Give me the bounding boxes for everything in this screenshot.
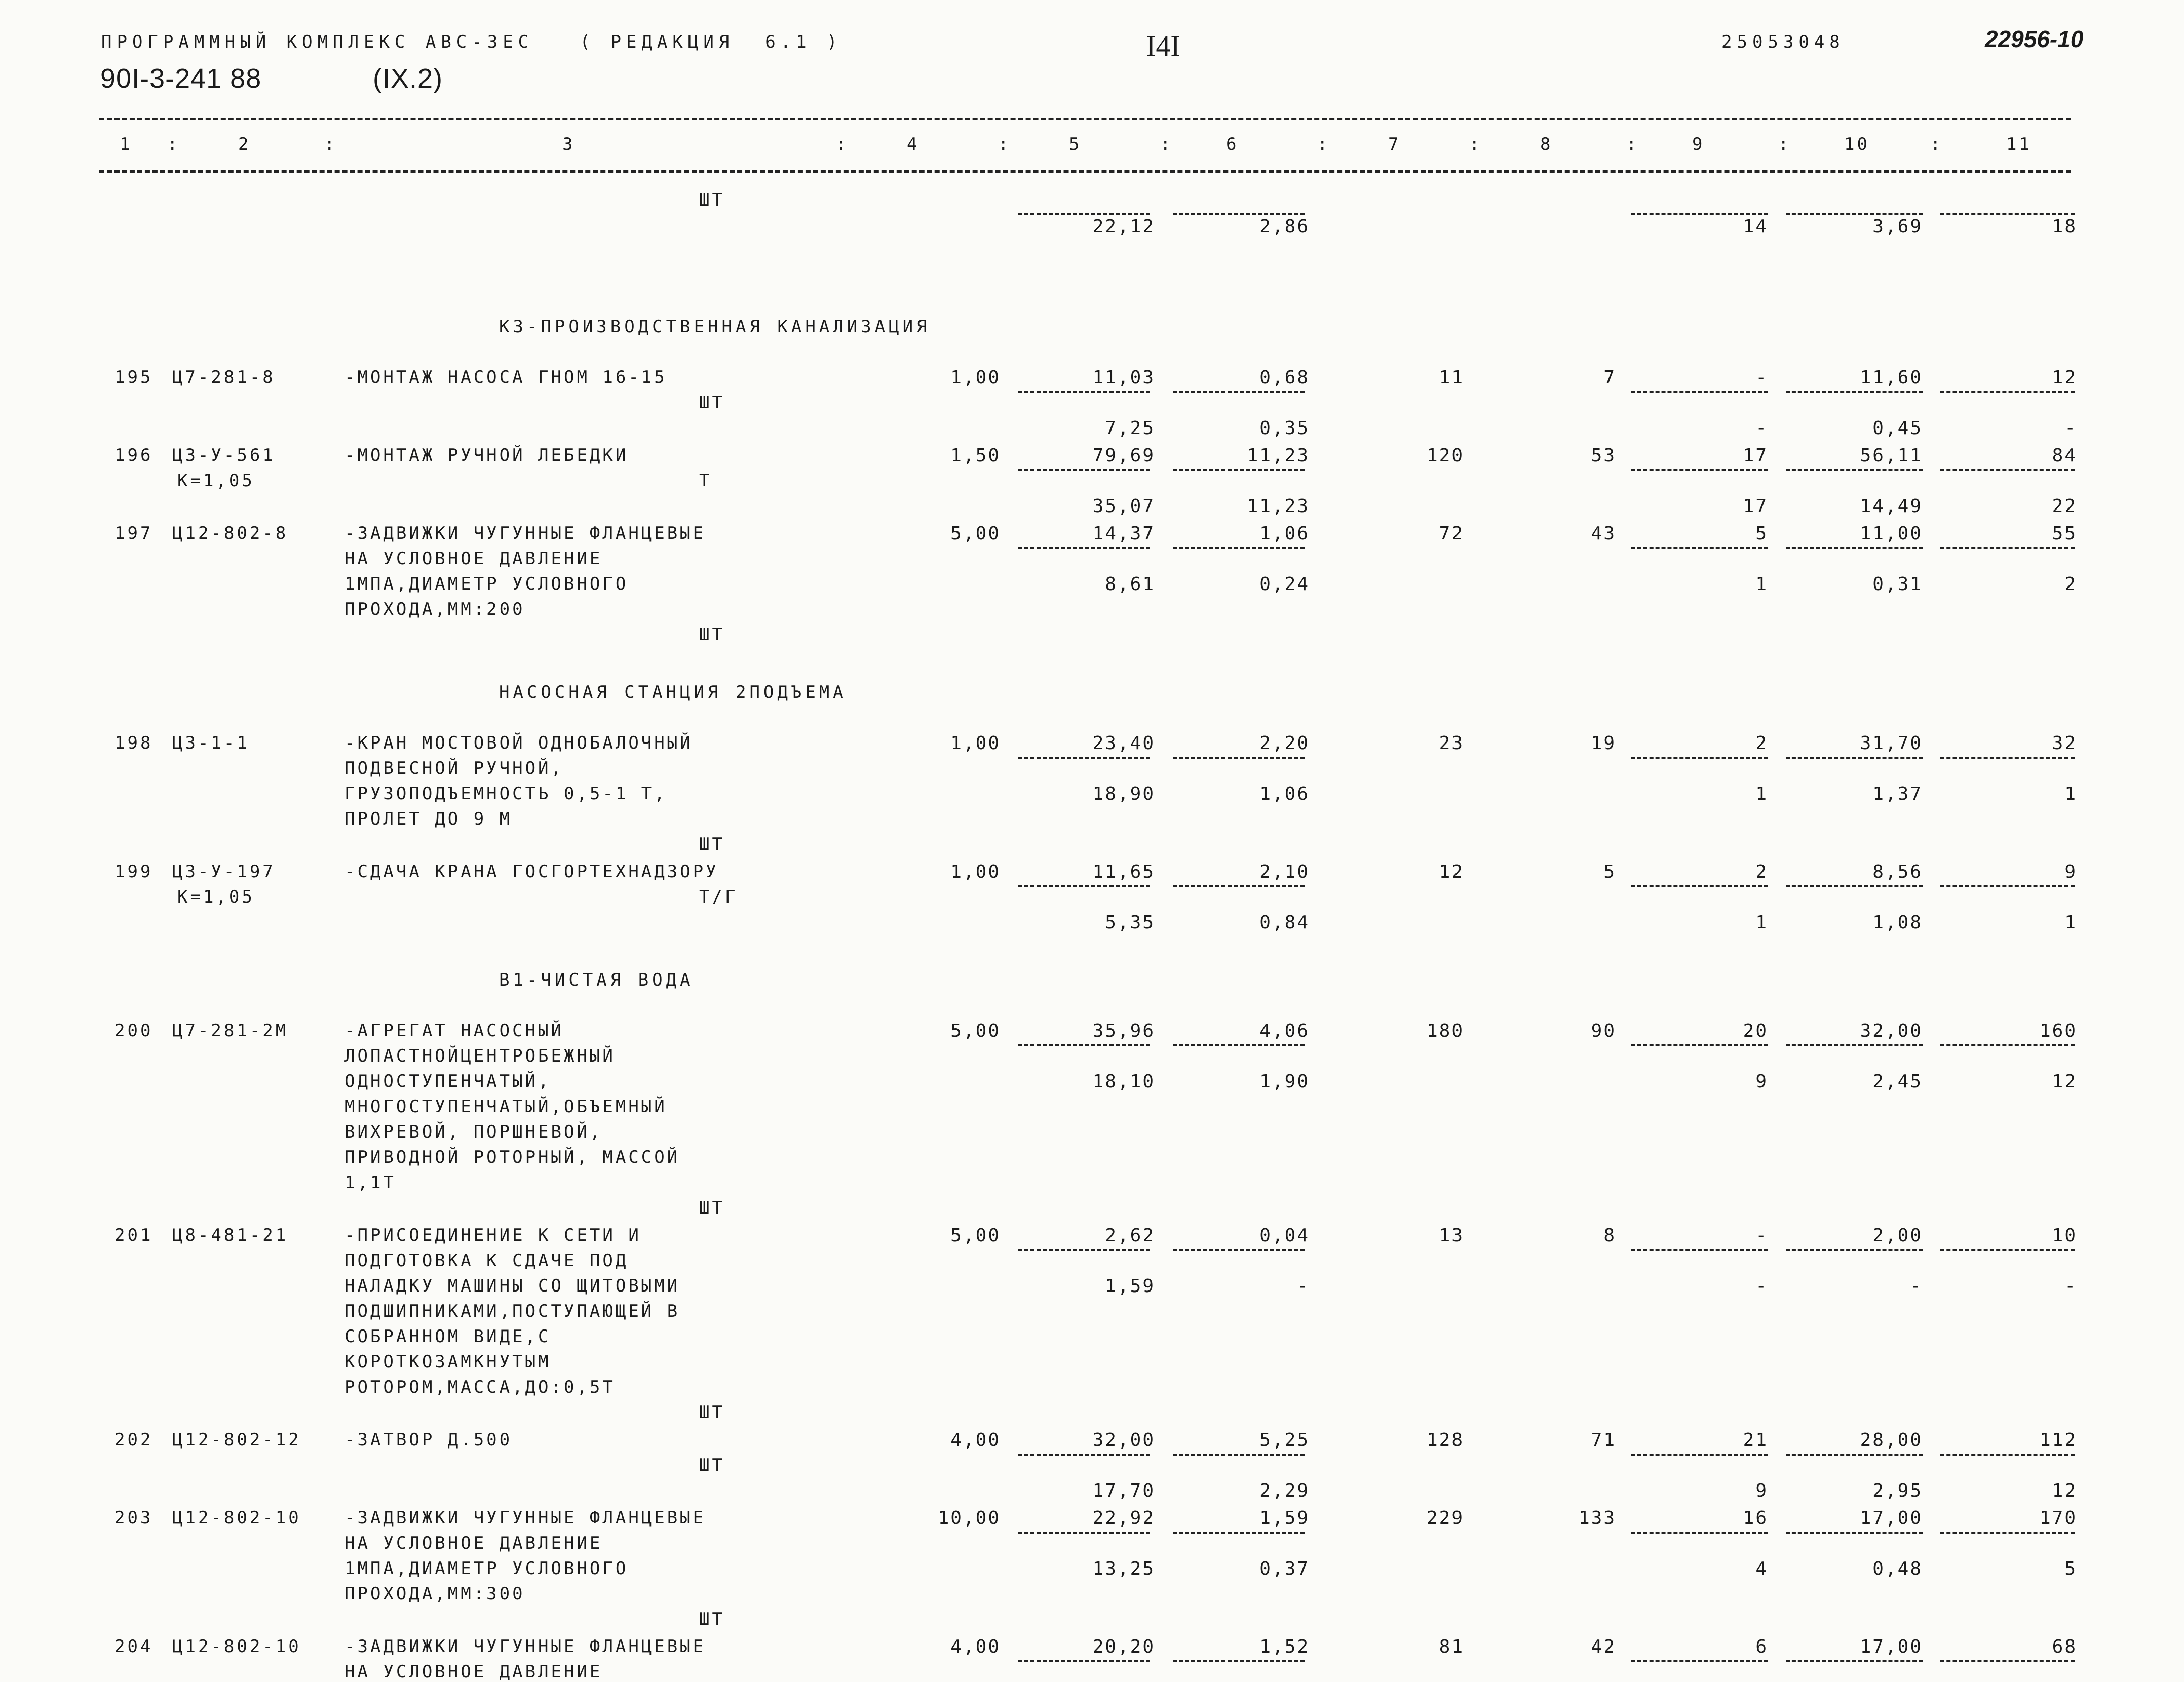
column-header: 1 <box>120 134 133 154</box>
cell-value: 133 <box>1578 1508 1616 1529</box>
cell-value: 2,45 <box>1872 1071 1923 1092</box>
cell-value: 32,00 <box>1860 1021 1923 1041</box>
unit-label: ШТ <box>699 1455 725 1475</box>
subtotal-rule <box>1173 213 1305 215</box>
cell-value: 4,06 <box>1259 1021 1310 1041</box>
cell-value: 18,90 <box>1092 784 1155 804</box>
subtotal-rule <box>1173 757 1305 759</box>
work-description: НА УСЛОВНОЕ ДАВЛЕНИЕ <box>344 1533 603 1553</box>
cell-value: 16 <box>1743 1508 1768 1529</box>
cell-value: 180 <box>1426 1021 1464 1041</box>
work-description: -МОНТАЖ РУЧНОЙ ЛЕБЕДКИ <box>344 445 629 465</box>
work-description: 1МПА,ДИАМЕТР УСЛОВНОГО <box>344 1558 629 1579</box>
cell-value: 18 <box>2052 216 2077 237</box>
subtotal-rule <box>1631 213 1768 215</box>
cell-value: 8 <box>1603 1225 1616 1246</box>
cell-value: 3,69 <box>1872 216 1923 237</box>
cell-value: 90 <box>1591 1021 1616 1041</box>
cell-value: 2,20 <box>1259 733 1310 754</box>
work-description: ПРОХОДА,ММ:200 <box>344 599 525 619</box>
norm-code: Ц12-802-8 <box>172 523 289 543</box>
subtotal-rule <box>1786 1454 1923 1456</box>
column-header: 10 <box>1844 134 1870 154</box>
cell-value: 17 <box>1743 445 1768 466</box>
cell-value: 17,00 <box>1860 1636 1923 1657</box>
cell-value: 81 <box>1439 1636 1464 1657</box>
cell-value: 2 <box>1755 733 1768 754</box>
cell-value: 11,23 <box>1247 496 1310 517</box>
cell-value: - <box>1755 1276 1768 1297</box>
norm-coefficient: К=1,05 <box>177 887 255 907</box>
cell-value: 2,00 <box>1872 1225 1923 1246</box>
cell-value: 12 <box>2052 1071 2077 1092</box>
unit-label: Т <box>699 471 712 491</box>
unit-label: ШТ <box>699 1198 725 1218</box>
cell-value: 13 <box>1439 1225 1464 1246</box>
cell-value: 1,37 <box>1872 784 1923 804</box>
column-separator: : <box>998 134 1011 154</box>
cell-value: 1,06 <box>1259 523 1310 544</box>
work-description: ПРИВОДНОЙ РОТОРНЫЙ, МАССОЙ <box>344 1147 680 1167</box>
page-number: I4I <box>1146 29 1180 62</box>
cell-value: 1 <box>2064 784 2077 804</box>
cell-value: 22,12 <box>1092 216 1155 237</box>
subtotal-rule <box>1786 1044 1923 1046</box>
subtotal-rule <box>1018 757 1150 759</box>
section-heading: НАСОСНАЯ СТАНЦИЯ 2ПОДЪЕМА <box>499 682 847 702</box>
cell-value: 1,06 <box>1259 784 1310 804</box>
work-description: -ЗАДВИЖКИ ЧУГУННЫЕ ФЛАНЦЕВЫЕ <box>344 1636 706 1657</box>
cell-value: 28,00 <box>1860 1430 1923 1451</box>
cell-value: 14,49 <box>1860 496 1923 517</box>
cell-value: 0,37 <box>1259 1558 1310 1579</box>
cell-value: 1,59 <box>1259 1508 1310 1529</box>
subtotal-rule <box>1631 885 1768 887</box>
cell-value: 32 <box>2052 733 2077 754</box>
row-number: 198 <box>114 733 154 753</box>
subtotal-rule <box>1940 1044 2075 1046</box>
cell-value: 18,10 <box>1092 1071 1155 1092</box>
cell-value: 0,24 <box>1259 574 1310 595</box>
section-heading: К3-ПРОИЗВОДСТВЕННАЯ КАНАЛИЗАЦИЯ <box>499 317 931 337</box>
cell-value: 9 <box>1755 1071 1768 1092</box>
cell-value: 11,00 <box>1860 523 1923 544</box>
subtotal-rule <box>1018 1044 1150 1046</box>
subtotal-rule <box>1173 391 1305 393</box>
document-code: 25053048 <box>1721 32 1845 52</box>
subtotal-rule <box>1018 469 1150 471</box>
cell-value: 21 <box>1743 1430 1768 1451</box>
cell-value: 12 <box>2052 367 2077 388</box>
program-title: ПРОГРАММНЫЙ КОМПЛЕКС АВС-3ЕС ( РЕДАКЦИЯ 6.1 ) <box>101 32 842 52</box>
subtotal-rule <box>1786 391 1923 393</box>
cell-value: 11,65 <box>1092 862 1155 882</box>
cell-value: 1 <box>2064 912 2077 933</box>
column-header: 3 <box>562 134 576 154</box>
handwritten-number: 22956-10 <box>1985 26 2084 52</box>
work-description: -ПРИСОЕДИНЕНИЕ К СЕТИ И <box>344 1225 641 1245</box>
cell-value: 1,08 <box>1872 912 1923 933</box>
unit-label: ШТ <box>699 1609 725 1629</box>
subtotal-rule <box>1018 885 1150 887</box>
norm-code: Ц3-1-1 <box>172 733 250 753</box>
cell-value: 4 <box>1755 1558 1768 1579</box>
cell-value: 12 <box>1439 862 1464 882</box>
cell-value: 20,20 <box>1092 1636 1155 1657</box>
cell-value: 5,35 <box>1105 912 1155 933</box>
column-separator: : <box>1930 134 1943 154</box>
cell-value: 23,40 <box>1092 733 1155 754</box>
cell-value: 35,07 <box>1092 496 1155 517</box>
subtotal-rule <box>1940 391 2075 393</box>
work-description: ПОДШИПНИКАМИ,ПОСТУПАЮЩЕЙ В <box>344 1301 680 1321</box>
subtotal-rule <box>1940 757 2075 759</box>
cell-value: 9 <box>2064 862 2077 882</box>
cell-value: 1,90 <box>1259 1071 1310 1092</box>
column-separator: : <box>1626 134 1639 154</box>
work-description: КОРОТКОЗАМКНУТЫМ <box>344 1352 551 1372</box>
cell-value: 1 <box>1755 912 1768 933</box>
unit-label: ШТ <box>699 190 725 210</box>
subtotal-rule <box>1940 1454 2075 1456</box>
project-code: 90I-3-241 88 <box>100 63 262 94</box>
cell-value: 22,92 <box>1092 1508 1155 1529</box>
cell-value: 53 <box>1591 445 1616 466</box>
row-number: 204 <box>114 1636 154 1657</box>
quantity: 1,00 <box>950 733 1001 754</box>
quantity: 4,00 <box>950 1430 1001 1451</box>
subtotal-rule <box>1173 469 1305 471</box>
cell-value: 0,84 <box>1259 912 1310 933</box>
norm-code: Ц8-481-21 <box>172 1225 289 1245</box>
work-description: РОТОРОМ,МАССА,ДО:0,5Т <box>344 1377 616 1397</box>
column-header: 6 <box>1226 134 1239 154</box>
work-description: 1,1Т <box>344 1172 396 1193</box>
column-header: 8 <box>1540 134 1553 154</box>
subtotal-rule <box>1940 1660 2075 1662</box>
subtotal-rule <box>1786 1249 1923 1251</box>
cell-value: 0,04 <box>1259 1225 1310 1246</box>
quantity: 5,00 <box>950 1021 1001 1041</box>
work-description: -СДАЧА КРАНА ГОСГОРТЕХНАДЗОРУ <box>344 862 719 882</box>
cell-value: 0,48 <box>1872 1558 1923 1579</box>
cell-value: - <box>1755 1225 1768 1246</box>
cell-value: 11 <box>1439 367 1464 388</box>
subtotal-rule <box>1173 885 1305 887</box>
section-code: (IX.2) <box>373 63 443 94</box>
work-description: -АГРЕГАТ НАСОСНЫЙ <box>344 1021 564 1041</box>
work-description: -КРАН МОСТОВОЙ ОДНОБАЛОЧНЫЙ <box>344 733 693 753</box>
cell-value: 84 <box>2052 445 2077 466</box>
cell-value: 32,00 <box>1092 1430 1155 1451</box>
subtotal-rule <box>1173 1532 1305 1534</box>
cell-value: 2 <box>1755 862 1768 882</box>
subtotal-rule <box>1786 757 1923 759</box>
column-header: 2 <box>238 134 251 154</box>
unit-label: Т/Г <box>699 887 738 907</box>
column-separator: : <box>1469 134 1482 154</box>
quantity: 5,00 <box>950 523 1001 544</box>
cell-value: 55 <box>2052 523 2077 544</box>
quantity: 5,00 <box>950 1225 1001 1246</box>
row-number: 199 <box>114 862 154 882</box>
subtotal-rule <box>1173 1249 1305 1251</box>
work-description: НАЛАДКУ МАШИНЫ СО ЩИТОВЫМИ <box>344 1276 680 1296</box>
norm-code: Ц3-У-197 <box>172 862 276 882</box>
subtotal-rule <box>1786 213 1923 215</box>
cell-value: 6 <box>1755 1636 1768 1657</box>
work-description: СОБРАННОМ ВИДЕ,С <box>344 1326 551 1347</box>
cell-value: - <box>2064 1276 2077 1297</box>
cell-value: 20 <box>1743 1021 1768 1041</box>
column-header: 11 <box>2006 134 2032 154</box>
row-number: 200 <box>114 1021 154 1041</box>
quantity: 4,00 <box>950 1636 1001 1657</box>
cell-value: 17 <box>1743 496 1768 517</box>
work-description: ГРУЗОПОДЪЕМНОСТЬ 0,5-1 Т, <box>344 784 667 804</box>
unit-label: ШТ <box>699 393 725 413</box>
cell-value: 8,61 <box>1105 574 1155 595</box>
cell-value: 79,69 <box>1092 445 1155 466</box>
column-header: 9 <box>1692 134 1705 154</box>
subtotal-rule <box>1018 1660 1150 1662</box>
column-separator: : <box>324 134 337 154</box>
subtotal-rule <box>1940 469 2075 471</box>
cell-value: 11,60 <box>1860 367 1923 388</box>
cell-value: 2 <box>2064 574 2077 595</box>
subtotal-rule <box>1631 757 1768 759</box>
cell-value: - <box>1755 418 1768 439</box>
row-number: 195 <box>114 367 154 387</box>
unit-label: ШТ <box>699 834 725 854</box>
cell-value: 0,35 <box>1259 418 1310 439</box>
header-rule-top <box>99 118 2071 120</box>
subtotal-rule <box>1631 1454 1768 1456</box>
cell-value: 5 <box>1755 523 1768 544</box>
subtotal-rule <box>1631 469 1768 471</box>
cell-value: 5 <box>2064 1558 2077 1579</box>
row-number: 196 <box>114 445 154 465</box>
cell-value: 7 <box>1603 367 1616 388</box>
work-description: МНОГОСТУПЕНЧАТЫЙ,ОБЪЕМНЫЙ <box>344 1097 667 1117</box>
cell-value: 8,56 <box>1872 862 1923 882</box>
cell-value: 1 <box>1755 784 1768 804</box>
work-description: ПОДВЕСНОЙ РУЧНОЙ, <box>344 758 564 778</box>
row-number: 202 <box>114 1430 154 1450</box>
cell-value: 23 <box>1439 733 1464 754</box>
cell-value: 17,70 <box>1092 1480 1155 1501</box>
subtotal-rule <box>1631 1249 1768 1251</box>
column-separator: : <box>1160 134 1173 154</box>
cell-value: 14 <box>1743 216 1768 237</box>
cell-value: 68 <box>2052 1636 2077 1657</box>
subtotal-rule <box>1786 547 1923 549</box>
row-number: 203 <box>114 1508 154 1528</box>
cell-value: - <box>1755 367 1768 388</box>
cell-value: 128 <box>1426 1430 1464 1451</box>
quantity: 1,50 <box>950 445 1001 466</box>
subtotal-rule <box>1018 391 1150 393</box>
subtotal-rule <box>1631 1660 1768 1662</box>
subtotal-rule <box>1631 1532 1768 1534</box>
unit-label: ШТ <box>699 1402 725 1423</box>
cell-value: 1 <box>1755 574 1768 595</box>
subtotal-rule <box>1173 1660 1305 1662</box>
cell-value: 2,10 <box>1259 862 1310 882</box>
work-description: -ЗАТВОР Д.500 <box>344 1430 513 1450</box>
work-description: НА УСЛОВНОЕ ДАВЛЕНИЕ <box>344 549 603 569</box>
cell-value: 229 <box>1426 1508 1464 1529</box>
subtotal-rule <box>1018 1454 1150 1456</box>
subtotal-rule <box>1018 1249 1150 1251</box>
norm-code: Ц12-802-12 <box>172 1430 301 1450</box>
cell-value: 2,62 <box>1105 1225 1155 1246</box>
cell-value: 43 <box>1591 523 1616 544</box>
cell-value: 0,31 <box>1872 574 1923 595</box>
subtotal-rule <box>1940 885 2075 887</box>
subtotal-rule <box>1018 1532 1150 1534</box>
column-header: 4 <box>907 134 920 154</box>
subtotal-rule <box>1786 1660 1923 1662</box>
work-description: ВИХРЕВОЙ, ПОРШНЕВОЙ, <box>344 1122 603 1142</box>
unit-label: ШТ <box>699 624 725 645</box>
cell-value: 2,29 <box>1259 1480 1310 1501</box>
cell-value: 14,37 <box>1092 523 1155 544</box>
cell-value: 10 <box>2052 1225 2077 1246</box>
cell-value: 22 <box>2052 496 2077 517</box>
column-separator: : <box>836 134 849 154</box>
norm-code: Ц3-У-561 <box>172 445 276 465</box>
subtotal-rule <box>1631 391 1768 393</box>
row-number: 197 <box>114 523 154 543</box>
subtotal-rule <box>1018 547 1150 549</box>
header-rule-bottom <box>99 170 2071 173</box>
cell-value: 31,70 <box>1860 733 1923 754</box>
work-description: -МОНТАЖ НАСОСА ГНОМ 16-15 <box>344 367 667 387</box>
subtotal-rule <box>1786 1532 1923 1534</box>
cell-value: 0,68 <box>1259 367 1310 388</box>
work-description: ПРОЛЕТ ДО 9 М <box>344 809 513 829</box>
cell-value: 112 <box>2039 1430 2077 1451</box>
cell-value: - <box>1297 1276 1310 1297</box>
work-description: ПРОХОДА,ММ:300 <box>344 1584 525 1604</box>
quantity: 1,00 <box>950 367 1001 388</box>
subtotal-rule <box>1786 885 1923 887</box>
norm-coefficient: К=1,05 <box>177 471 255 491</box>
cell-value: 12 <box>2052 1480 2077 1501</box>
subtotal-rule <box>1940 213 2075 215</box>
work-description: НА УСЛОВНОЕ ДАВЛЕНИЕ <box>344 1662 603 1682</box>
cell-value: 1,52 <box>1259 1636 1310 1657</box>
work-description: -ЗАДВИЖКИ ЧУГУННЫЕ ФЛАНЦЕВЫЕ <box>344 1508 706 1528</box>
cell-value: 42 <box>1591 1636 1616 1657</box>
cell-value: 35,96 <box>1092 1021 1155 1041</box>
row-number: 201 <box>114 1225 154 1245</box>
cell-value: 17,00 <box>1860 1508 1923 1529</box>
norm-code: Ц12-802-10 <box>172 1636 301 1657</box>
cell-value: 72 <box>1439 523 1464 544</box>
norm-code: Ц12-802-10 <box>172 1508 301 1528</box>
subtotal-rule <box>1018 213 1150 215</box>
work-description: 1МПА,ДИАМЕТР УСЛОВНОГО <box>344 574 629 594</box>
cell-value: - <box>1910 1276 1923 1297</box>
column-separator: : <box>1778 134 1791 154</box>
cell-value: 56,11 <box>1860 445 1923 466</box>
cell-value: 9 <box>1755 1480 1768 1501</box>
work-description: ОДНОСТУПЕНЧАТЫЙ, <box>344 1071 551 1091</box>
cell-value: 71 <box>1591 1430 1616 1451</box>
subtotal-rule <box>1940 1249 2075 1251</box>
norm-code: Ц7-281-2М <box>172 1021 289 1041</box>
column-separator: : <box>1317 134 1330 154</box>
cell-value: 5,25 <box>1259 1430 1310 1451</box>
subtotal-rule <box>1173 547 1305 549</box>
column-header: 5 <box>1069 134 1082 154</box>
subtotal-rule <box>1173 1044 1305 1046</box>
work-description: ЛОПАСТНОЙЦЕНТРОБЕЖНЫЙ <box>344 1046 616 1066</box>
section-heading: В1-ЧИСТАЯ ВОДА <box>499 970 694 990</box>
quantity: 1,00 <box>950 862 1001 882</box>
cell-value: 13,25 <box>1092 1558 1155 1579</box>
subtotal-rule <box>1786 469 1923 471</box>
cell-value: - <box>2064 418 2077 439</box>
cell-value: 5 <box>1603 862 1616 882</box>
cell-value: 0,45 <box>1872 418 1923 439</box>
cell-value: 11,03 <box>1092 367 1155 388</box>
quantity: 10,00 <box>938 1508 1001 1529</box>
cell-value: 1,59 <box>1105 1276 1155 1297</box>
cell-value: 7,25 <box>1105 418 1155 439</box>
cell-value: 11,23 <box>1247 445 1310 466</box>
norm-code: Ц7-281-8 <box>172 367 276 387</box>
cell-value: 160 <box>2039 1021 2077 1041</box>
work-description: ПОДГОТОВКА К СДАЧЕ ПОД <box>344 1250 629 1271</box>
work-description: -ЗАДВИЖКИ ЧУГУННЫЕ ФЛАНЦЕВЫЕ <box>344 523 706 543</box>
subtotal-rule <box>1631 547 1768 549</box>
subtotal-rule <box>1940 547 2075 549</box>
cell-value: 120 <box>1426 445 1464 466</box>
cell-value: 2,95 <box>1872 1480 1923 1501</box>
subtotal-rule <box>1631 1044 1768 1046</box>
cell-value: 2,86 <box>1259 216 1310 237</box>
column-header: 7 <box>1388 134 1401 154</box>
subtotal-rule <box>1940 1532 2075 1534</box>
cell-value: 19 <box>1591 733 1616 754</box>
subtotal-rule <box>1173 1454 1305 1456</box>
cell-value: 170 <box>2039 1508 2077 1529</box>
column-separator: : <box>167 134 180 154</box>
